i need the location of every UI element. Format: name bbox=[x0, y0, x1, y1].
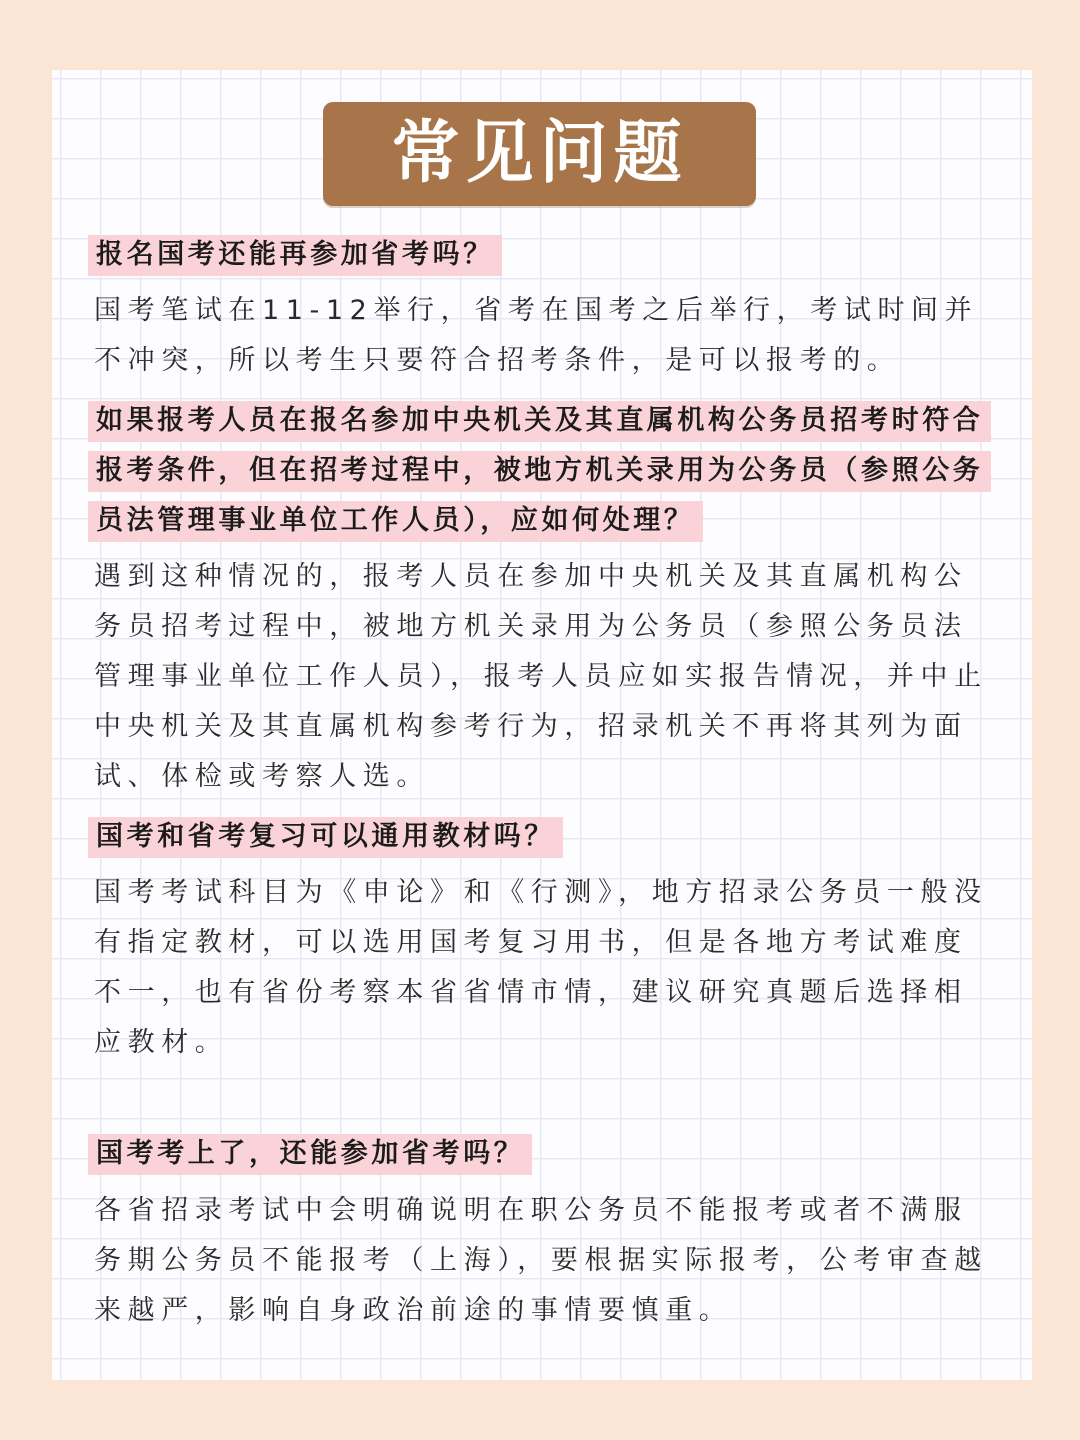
faq-question-1 bbox=[88, 230, 993, 280]
faq-question-3 bbox=[88, 812, 993, 862]
title-banner bbox=[323, 102, 756, 206]
faq-answer-1: 国考笔试在11-12举行，省考在国考之后举行，考试时间并不冲突，所以考生只要符合招考条件，是可以报考的。 bbox=[94, 295, 979, 376]
page-title: 常见问题 bbox=[391, 114, 688, 193]
question-4-text: 国考考上了，还能参加省考吗？ bbox=[88, 1134, 532, 1175]
faq-answer-2: 遇到这种情况的，报考人员在参加中央机关及其直属机构公务员招考过程中，被地方机关录用为公务员（参照公务员法管理事业单位工作人员），报考人员应如实报告情况，并中止中央机关及其直属机构参考行为，招录机关不再将其列为面试、体检或考察人选。 bbox=[94, 561, 988, 792]
faq-answer-4: 各省招录考试中会明确说明在职公务员不能报考或者不满服务期公务员不能报考（上海），要根据实际报考，公考审查越来越严，影响自身政治前途的事情要慎重。 bbox=[94, 1195, 988, 1326]
faq-question-4 bbox=[88, 1129, 993, 1179]
faq-question-2 bbox=[88, 396, 993, 546]
question-1-text: 报名国考还能再参加省考吗？ bbox=[88, 235, 502, 276]
faq-answer-3: 国考考试科目为《申论》和《行测》，地方招录公务员一般没有指定教材，可以选用国考复习用书，但是各地方考试难度不一，也有省份考察本省省情市情，建议研究真题后选择相应教材。 bbox=[94, 877, 988, 1058]
question-3-text: 国考和省考复习可以通用教材吗？ bbox=[88, 817, 563, 858]
question-2-text: 如果报考人员在报名参加中央机关及其直属机构公务员招考时符合报考条件，但在招考过程中，被地方机关录用为公务员（参照公务员法管理事业单位工作人员），应如何处理？ bbox=[88, 401, 991, 542]
